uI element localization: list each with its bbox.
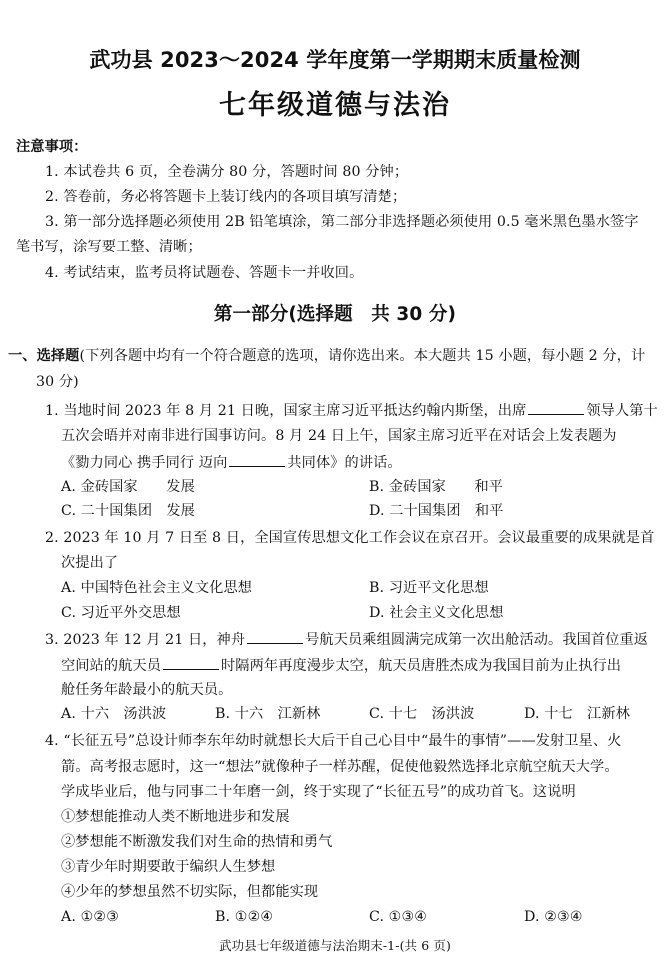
q1-line3-a: 《勠力同心 携手同行 迈向: [61, 455, 228, 471]
q1-line3: [61, 452, 402, 473]
q1-option-b: B. 金砖国家 和平: [369, 479, 504, 495]
subject-title: 七年级道德与法治: [219, 90, 451, 121]
notice-item-3-cont: 笔书写，涂写要工整、清晰；: [16, 239, 202, 255]
q2-option-d: D. 社会主义文化思想: [369, 605, 504, 621]
q2-option-c: C. 习近平外交思想: [61, 605, 181, 621]
exam-title: 武功县 2023～2024 学年度第一学期期末质量检测: [89, 48, 581, 72]
notice-item-2: 2. 答卷前，务必将答题卡上装订线内的各项目填写清楚；: [45, 189, 407, 205]
q2-line2: 次提出了: [61, 555, 119, 571]
section-desc-line1: (下列各题中均有一个符合题意的选项，请你选出来。本大题共 15 小题，每小题 2 分，计: [79, 348, 646, 364]
answer-blank: [528, 400, 584, 415]
q3-line1-a: 3. 2023 年 12 月 21 日，神舟: [45, 632, 246, 648]
q1-option-a: A. 金砖国家 发展: [61, 479, 195, 495]
q3-line2-b: 时隔两年再度漫步太空，航天员唐胜杰成为我国目前为止执行出: [221, 658, 622, 674]
notice-item-4: 4. 考试结束，监考员将试题卷、答题卡一并收回。: [45, 265, 364, 281]
q3-option-b: B. 十六 江新林: [215, 706, 321, 722]
section-instructions: [8, 346, 645, 366]
q4-statement-2: ②梦想能不断激发我们对生命的热情和勇气: [61, 834, 333, 850]
notice-item-3: 3. 第一部分选择题必须使用 2B 铅笔填涂，第二部分非选择题必须使用 0.5 毫米黑色墨水签字: [45, 214, 639, 230]
answer-blank: [163, 655, 219, 670]
answer-blank: [229, 452, 285, 467]
q3-option-a: A. 十六 汤洪波: [61, 706, 167, 722]
q3-line2-a: 空间站的航天员: [61, 658, 162, 674]
q4-statement-3: ③青少年时期要敢于编织人生梦想: [61, 859, 276, 875]
q3-line1-b: 号航天员乘组圆满完成第一次出舱活动。我国首位重返: [305, 632, 649, 648]
q3-line1: [45, 629, 648, 650]
q1-line1-b: 领导人第十: [586, 403, 658, 419]
q2-option-b: B. 习近平文化思想: [369, 580, 489, 596]
section-desc-line2: 30 分): [36, 374, 79, 390]
q3-option-d: D. 十七 江新林: [524, 706, 630, 722]
q4-line2: 箭。高考报志愿时，这一“想法”就像种子一样苏醒，促使他毅然选择北京航空航天大学。: [61, 759, 619, 775]
q3-line3: 舱任务年龄最小的航天员。: [61, 682, 233, 698]
page-footer: 武功县七年级道德与法治期末-1-(共 6 页): [219, 938, 451, 953]
part1-title: 第一部分(选择题 共 30 分): [213, 304, 457, 325]
q2-option-a: A. 中国特色社会主义文化思想: [61, 580, 253, 596]
q4-line1: 4. “长征五号”总设计师李东年幼时就想长大后干自己心目中“最牛的事情”——发射卫星、火: [45, 733, 622, 749]
q4-option-d: D. ②③④: [524, 909, 583, 925]
q4-option-b: B. ①②④: [215, 909, 274, 925]
q1-line1: [45, 400, 658, 421]
q4-option-c: C. ①③④: [369, 909, 428, 925]
q4-line3: 学成毕业后，他与同事二十年磨一剑，终于实现了“长征五号”的成功首飞。这说明: [61, 784, 576, 800]
section-label: 一、选择题: [8, 348, 80, 364]
answer-blank: [247, 629, 303, 644]
q3-line2: [61, 655, 621, 676]
notice-heading: 注意事项：: [16, 139, 88, 155]
q1-line3-b: 共同体》的讲话。: [287, 455, 402, 471]
q4-option-a: A. ①②③: [61, 909, 120, 925]
q1-line1-a: 1. 当地时间 2023 年 8 月 21 日晚，国家主席习近平抵达约翰内斯堡，出席: [45, 403, 527, 419]
notice-item-1: 1. 本试卷共 6 页，全卷满分 80 分，答题时间 80 分钟；: [45, 164, 409, 180]
q1-line2: 五次会晤并对南非进行国事访问。8 月 24 日上午，国家主席习近平在对话会上发表题为: [61, 428, 617, 444]
q4-statement-4: ④少年的梦想虽然不切实际，但都能实现: [61, 884, 319, 900]
q4-statement-1: ①梦想能推动人类不断地进步和发展: [61, 809, 290, 825]
q2-line1: 2. 2023 年 10 月 7 日至 8 日，全国宣传思想文化工作会议在京召开。会议最重要的成果就是首: [45, 530, 655, 546]
q1-option-c: C. 二十国集团 发展: [61, 503, 195, 519]
q3-option-c: C. 十七 汤洪波: [369, 706, 475, 722]
q1-option-d: D. 二十国集团 和平: [369, 503, 504, 519]
